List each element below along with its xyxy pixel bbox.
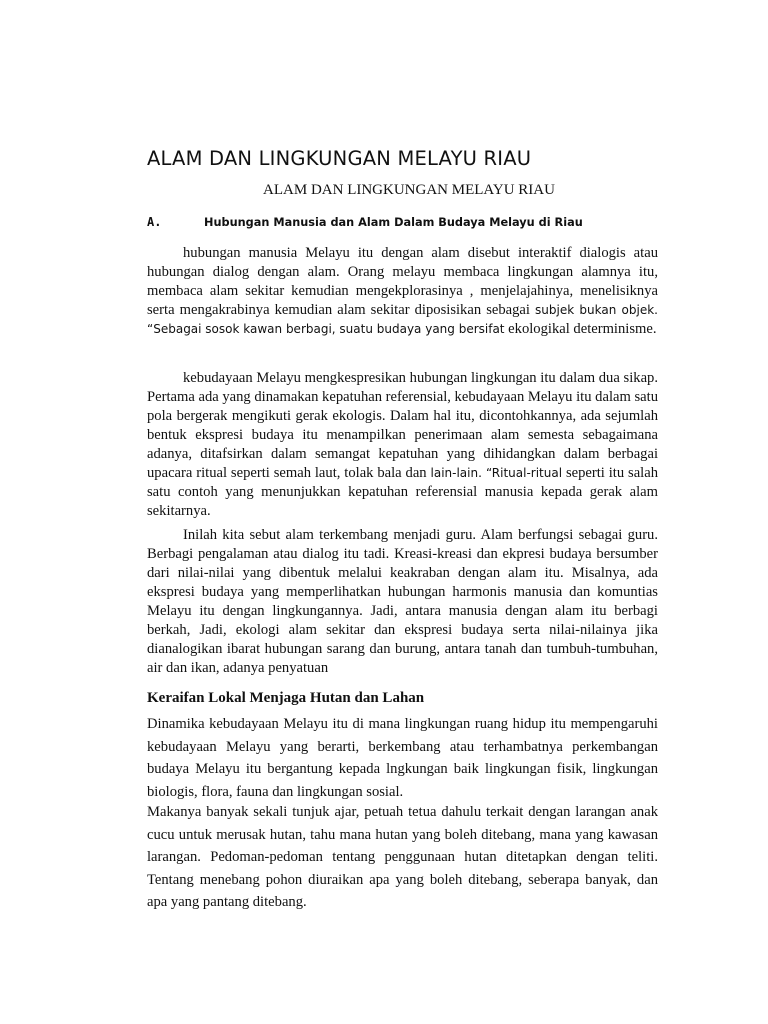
paragraph-1-end: ekologikal determinisme. (504, 321, 657, 337)
paragraph-1 (147, 244, 658, 339)
paragraph-5: Makanya banyak sekali tunjuk ajar, petuah tetua dahulu terkait dengan larangan anak cucu untuk merusak hutan, tahu mana hutan yang boleh ditebang, mana yang kawasan larangan. Pedoman-pedoman tentang penggunaan hutan ditetapkan dengan teliti. Tentang menebang pohon diuraikan apa yang boleh ditebang, seberapa banyak, dan apa yang pantang ditebang. (147, 804, 658, 911)
paragraph-2-text: kebudayaan Melayu mengkespresikan hubungan lingkungan itu dalam dua sikap. Pertama ada yang dinamakan kepatuhan referensial, kebudayaan Melayu itu dalam satu pola bergerak mengikuti gerak ekologis. Dalam hal itu, dicontohkannya, ada sejumlah bentuk ekspresi budaya itu menampilkan penerimaan alam semesta sebagaimana adanya, ditafsirkan dalam semangat kepatuhan yang dihidangkan dalam berbagai upacara ritual seperti semah laut, tolak bala dan (147, 370, 658, 481)
kearifan-heading: Keraifan Lokal Menjaga Hutan dan Lahan (147, 690, 425, 706)
paragraph-1-mixed-font: subjek bukan objek. “Sebagai sosok kawan berbagi, suatu budaya yang bersifat (147, 303, 658, 336)
paragraph-2-end: seperti itu salah satu contoh yang menunjukkan kepatuhan referensial manusia kepada gerak alam sekitarnya. (147, 465, 658, 519)
section-letter: A. (147, 215, 162, 229)
document-subtitle: ALAM DAN LINGKUNGAN MELAYU RIAU (263, 182, 555, 198)
paragraph-2-mixed-font: lain-lain. “Ritual-ritual (430, 466, 563, 480)
section-heading-a (147, 215, 667, 229)
paragraph-4: Dinamika kebudayaan Melayu itu di mana lingkungan ruang hidup itu mempengaruhi kebudayaan Melayu yang berarti, berkembang atau terhambatnya perkembangan budaya Melayu itu bergantung kepada lngkungan baik lingkungan fisik, lingkungan biologis, flora, fauna dan lingkungan sosial. (147, 716, 658, 800)
section-heading-text: Hubungan Manusia dan Alam Dalam Budaya Melayu di Riau (204, 216, 583, 229)
paragraph-2 (147, 369, 658, 521)
paragraph-1-text: hubungan manusia Melayu itu dengan alam disebut interaktif dialogis atau hubungan dialog dengan alam. Orang melayu membaca lingkungan alamnya itu, membaca alam sekitar kemudian mengekplorasinya , menjelajahinya, menelisiknya serta mengakrabinya kemudian alam sekitar diposisikan sebagai (147, 245, 658, 318)
paragraph-3: Inilah kita sebut alam terkembang menjadi guru. Alam berfungsi sebagai guru. Berbagi pengalaman atau dialog itu tadi. Kreasi-kreasi dan ekpresi budaya bersumber dari nilai-nilai yang dibentuk melalui keakraban dengan alam itu. Misalnya, ada ekspresi budaya yang memperlihatkan hubungan harmonis manusia dan komuntias Melayu itu dengan lingkungannya. Jadi, antara manusia dengan alam itu berbagi berkah, Jadi, ekologi alam sekitar dan ekspresi budaya serta nilai-nilainya jika dianalogikan ibarat hubungan sarang dan burung, antara tanah dan tumbuh-tumbuhan, air dan ikan, adanya penyatuan (147, 527, 658, 676)
document-title: ALAM DAN LINGKUNGAN MELAYU RIAU (147, 147, 532, 170)
